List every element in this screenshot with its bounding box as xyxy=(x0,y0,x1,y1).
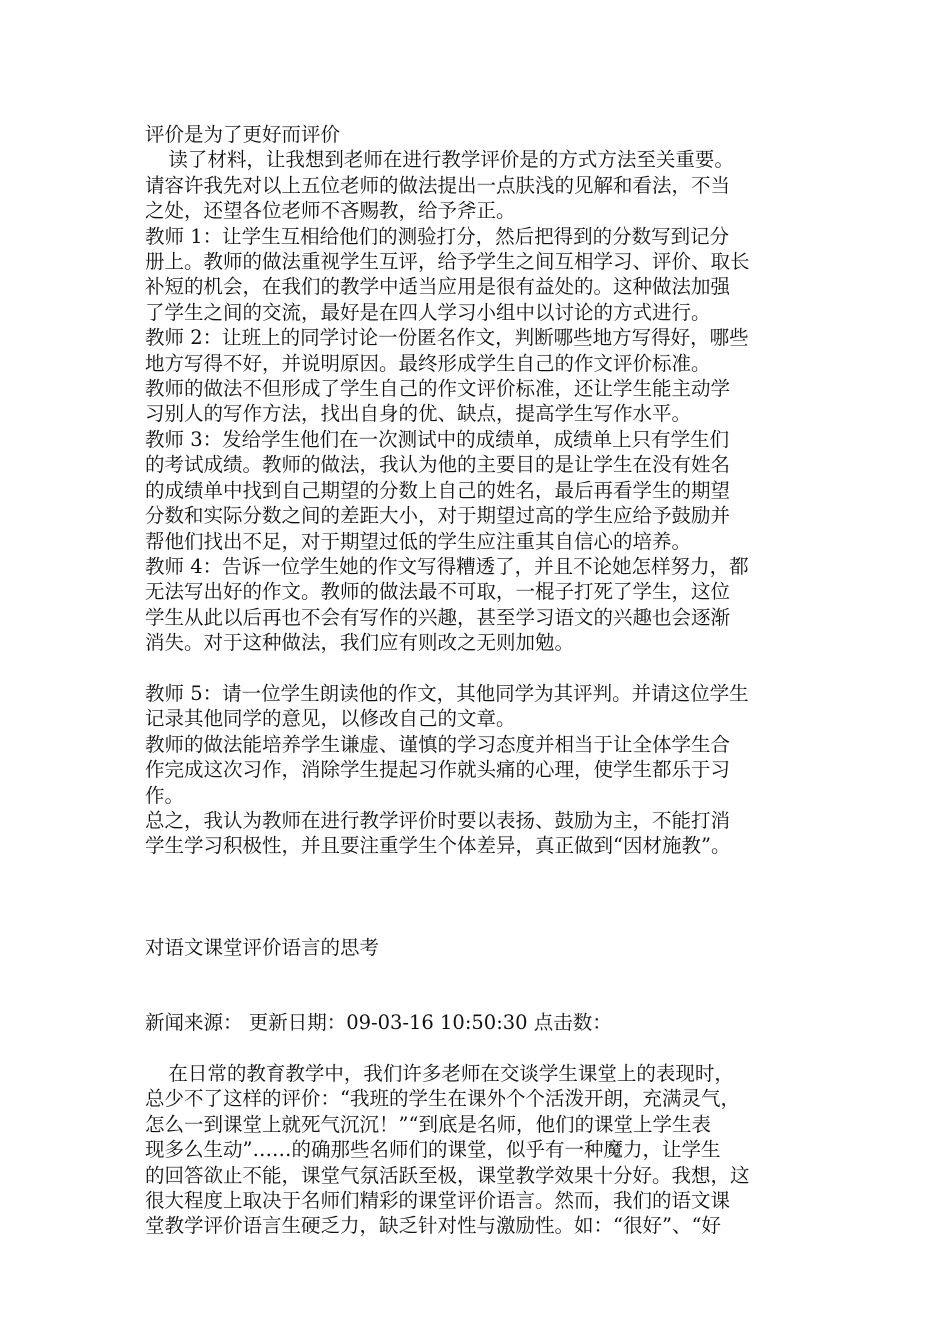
second-article-body: 在日常的教育教学中，我们许多老师在交谈学生课堂上的表现时， 总少不了这样的评价：“我班的学生在课外个个活泼开朗，充满灵气， 怎么一到课堂上就死气沉沉！”“到底是名师，他们的课堂上学生表 现多么生动”……的确那些名师们的课堂，似乎有一种魔力，让学生 的回答欲止不能，课堂气氛活跃至极，课堂教学效果十分好。我想，这 很大程度上取决于名师们精彩的课堂评价语言。然而，我们的语文课 堂教学评价语言生硬乏力，缺乏针对性与激励性。如：“很好”、“好 xyxy=(145,1061,750,1238)
second-article-title: 对语文课堂评价语言的思考 xyxy=(145,935,380,959)
intro-paragraph: 读了材料，让我想到老师在进行教学评价是的方式方法至关重要。 请容许我先对以上五位老师的做法提出一点肤浅的见解和看法，不当 之处，还望各位老师不吝赐教，给予斧正。 xyxy=(145,148,734,223)
blank-line xyxy=(145,656,835,681)
teacher-1-paragraph: 教师 1：让学生互相给他们的测验打分，然后把得到的分数写到记分 册上。教师的做法重视学生互评，给予学生之间互相学习、评价、取长 补短的机会，在我们的教学中适当应用是很有益处的。这种做法加强 了学生之间的交流，最好是在四人学习小组中以讨论的方式进行。 xyxy=(145,224,750,324)
conclusion-paragraph: 总之，我认为教师在进行教学评价时要以表扬、鼓励为主，不能打消 学生学习积极性，并且要注重学生个体差异，真正做到“因材施教”。 xyxy=(145,808,731,858)
article-title: 评价是为了更好而评价 xyxy=(145,123,341,146)
teacher-5-paragraph: 教师 5：请一位学生朗读他的作文，其他同学为其评判。并请这位学生 记录其他同学的意见，以修改自己的文章。 教师的做法能培养学生谦虚、谨慎的学习态度并相当于让全体学生合 作完成这次习作，消除学生提起习作就头痛的心理，使学生都乐于习 作。 xyxy=(145,681,749,807)
teacher-3-paragraph: 教师 3：发给学生他们在一次测试中的成绩单，成绩单上只有学生们 的考试成绩。教师的做法，我认为他的主要目的是让学生在没有姓名 的成绩单中找到自己期望的分数上自己的姓名，最后再看学生的期望 分数和实际分数之间的差距大小，对于期望过高的学生应给予鼓励并 帮他们找出不足，对于期望过低的学生应注重其自信心的培养。 xyxy=(145,427,731,553)
section-gap xyxy=(145,859,835,935)
teacher-4-paragraph: 教师 4：告诉一位学生她的作文写得糟透了，并且不论她怎样努力，都 无法写出好的作文。教师的做法最不可取，一棍子打死了学生，这位 学生从此以后再也不会有写作的兴趣，甚至学习语文的兴趣也会逐渐 消失。对于这种做法，我们应有则改之无则加勉。 xyxy=(145,554,749,655)
news-meta-line: 新闻来源： 更新日期：09-03-16 10:50:30 点击数： xyxy=(145,1011,612,1035)
document-page xyxy=(145,122,835,1239)
blank-line xyxy=(145,1036,835,1061)
teacher-2-paragraph: 教师 2：让班上的同学讨论一份匿名作文，判断哪些地方写得好，哪些 地方写得不好，并说明原因。最终形成学生自己的作文评价标准。 教师的做法不但形成了学生自己的作文评价标准，还让学生能主动学 习别人的写作方法，找出自身的优、缺点，提高学生写作水平。 xyxy=(145,326,749,426)
section-gap xyxy=(145,960,835,1010)
